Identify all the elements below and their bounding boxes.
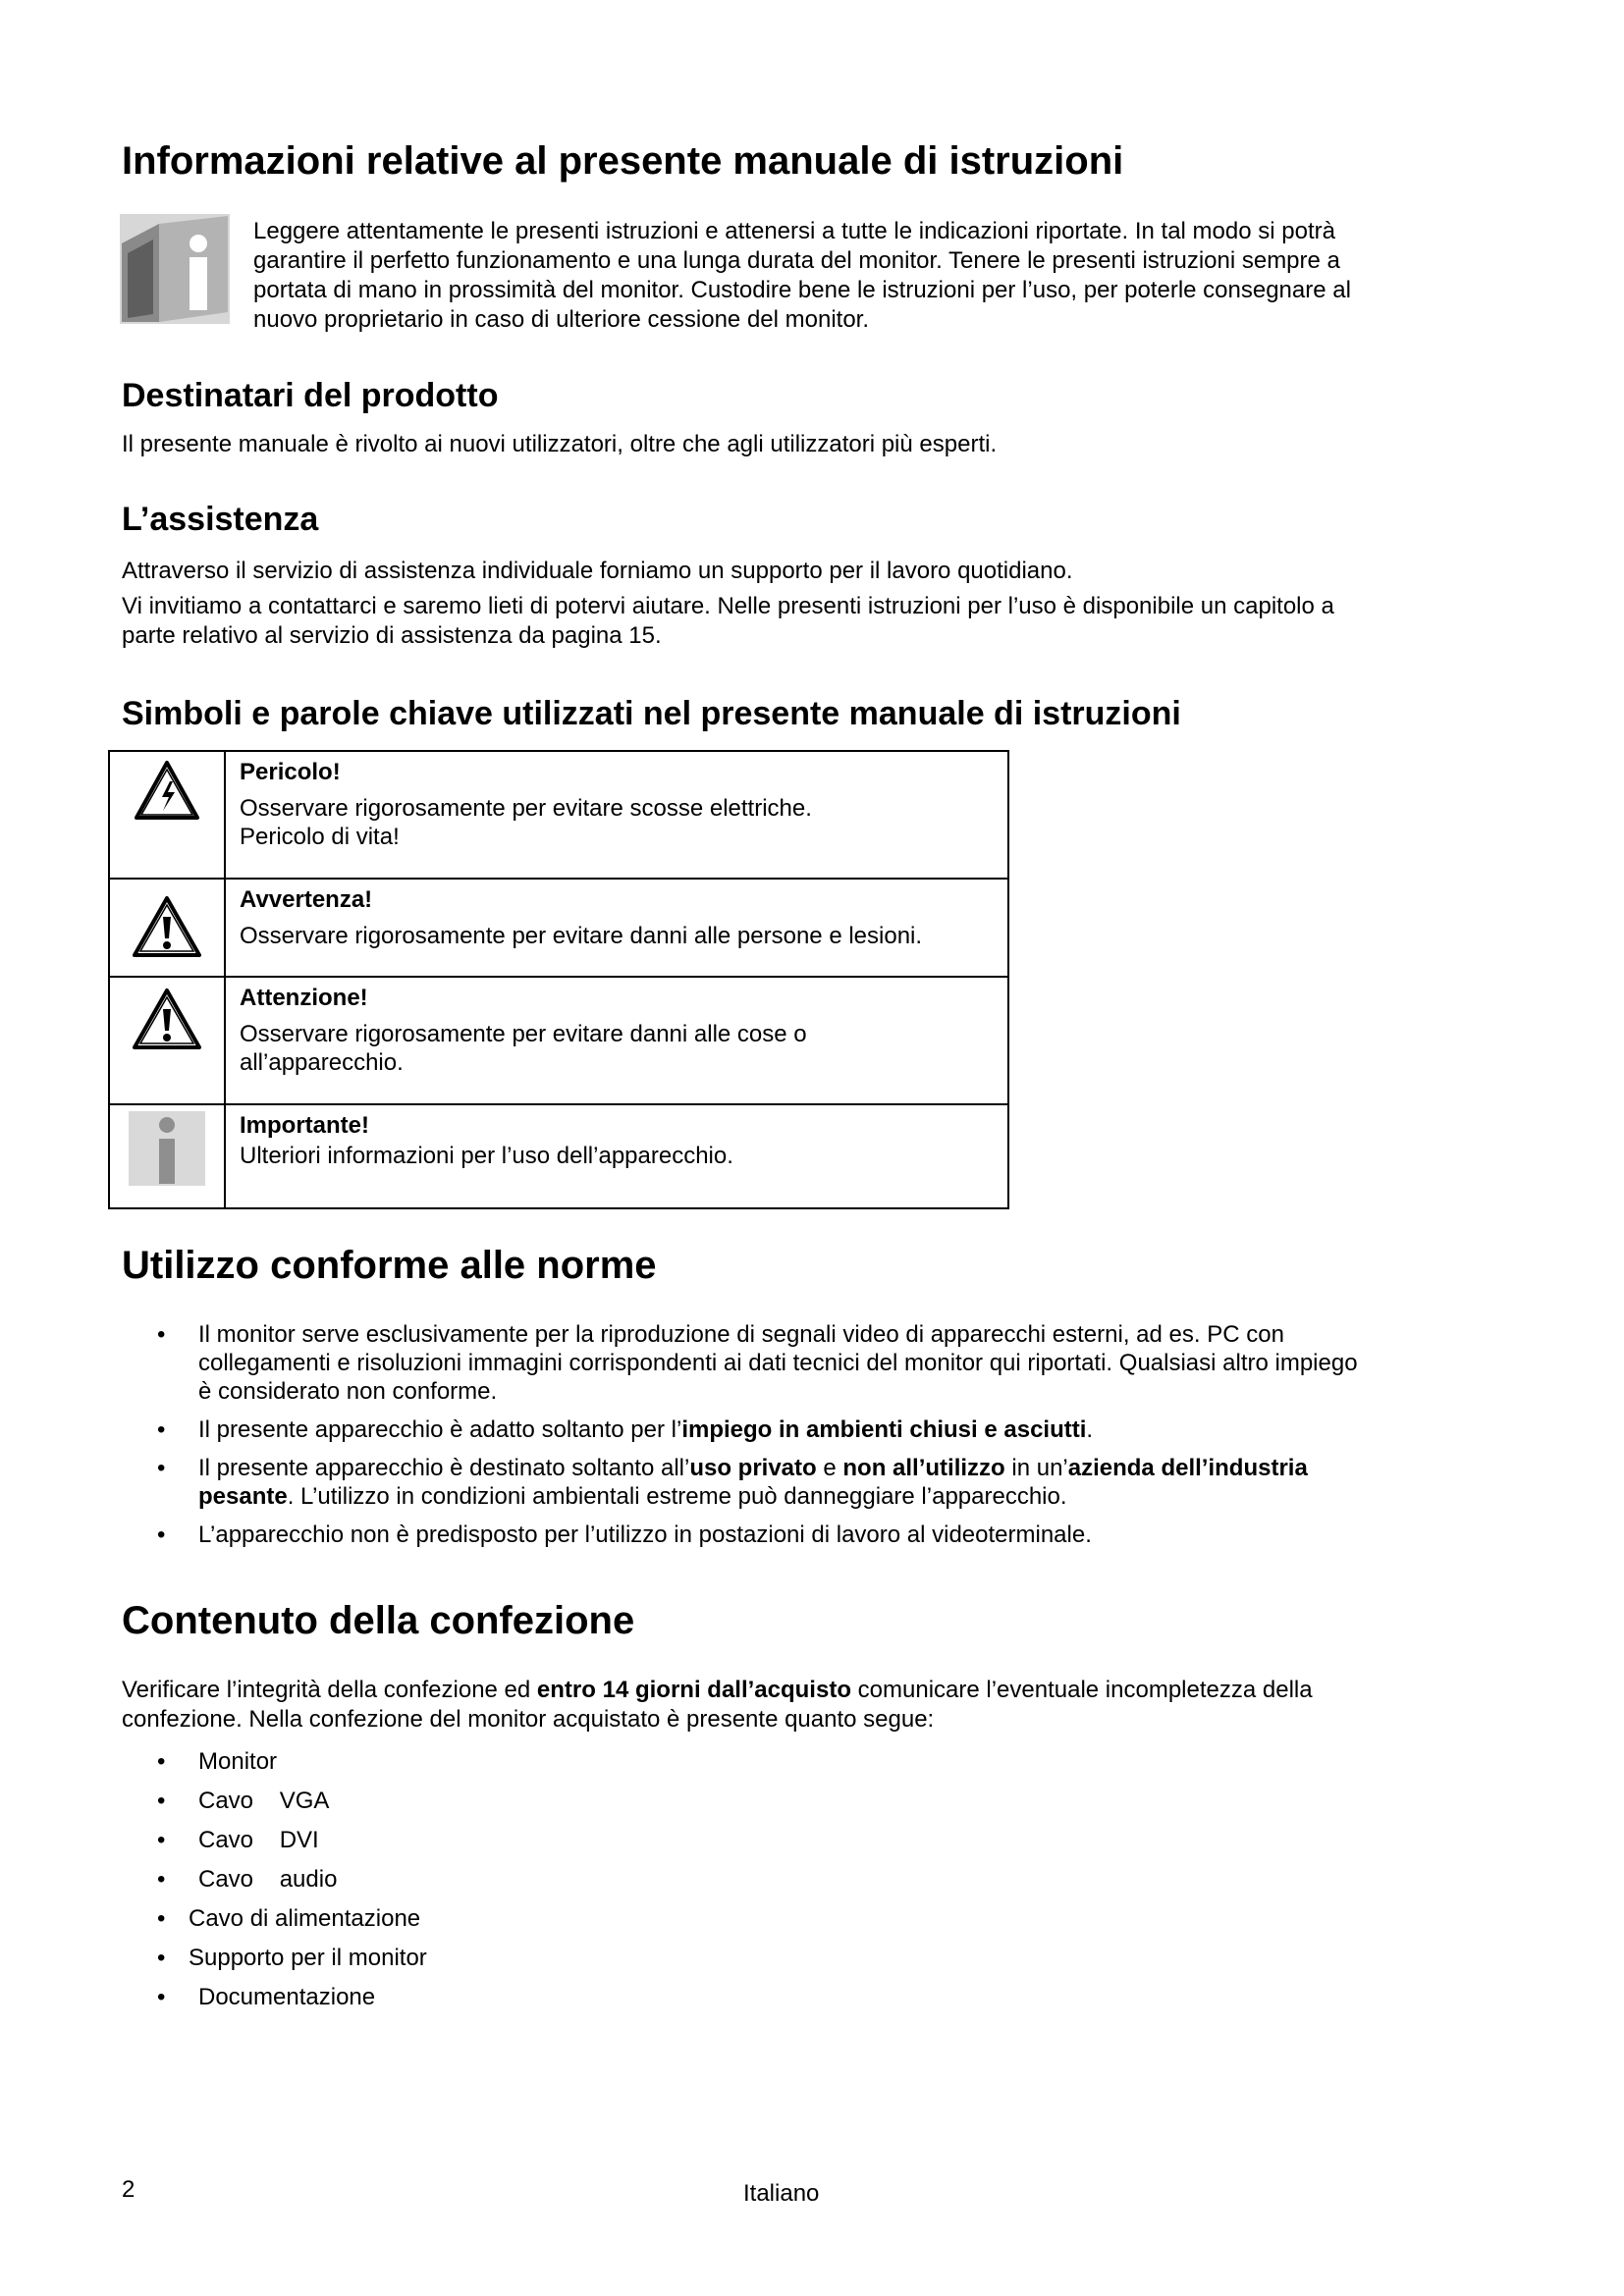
symbol-description: Ulteriori informazioni per l’uso dell’apparecchio. bbox=[240, 1143, 733, 1169]
package-emphasis: entro 14 giorni dall’acquisto bbox=[536, 1677, 851, 1703]
list-item bbox=[157, 1944, 943, 1983]
package-text: comunicare l’eventuale incompletezza della bbox=[850, 1677, 1313, 1703]
list-item bbox=[157, 1787, 943, 1826]
symbol-title: Importante! bbox=[240, 1112, 369, 1139]
list-item bbox=[157, 1320, 1532, 1406]
list-item-emphasis: azienda dell’industria bbox=[1067, 1455, 1308, 1481]
manual-info-line: Leggere attentamente le presenti istruzioni e attenersi a tutte le indicazioni riportate. In tal modo si potrà bbox=[253, 218, 1335, 244]
package-paragraph bbox=[122, 1676, 1516, 1735]
symbol-description: Osservare rigorosamente per evitare danni alle cose o bbox=[240, 1021, 807, 1047]
bullet-icon: • bbox=[157, 1827, 166, 1853]
info-book-icon bbox=[120, 214, 230, 324]
symbol-row-danger bbox=[109, 751, 1008, 879]
package-list bbox=[157, 1747, 943, 2022]
bullet-icon: • bbox=[157, 1788, 166, 1814]
symbol-title: Pericolo! bbox=[240, 759, 341, 785]
assistance-line: Vi invitiamo a contattarci e saremo lieti di potervi aiutare. Nelle presenti istruzioni per l’uso è disponibile un capitolo a bbox=[122, 593, 1334, 619]
symbol-description: Pericolo di vita! bbox=[240, 824, 400, 850]
package-text: Verificare l’integrità della confezione ed bbox=[122, 1677, 537, 1703]
list-item-line: è considerato non conforme. bbox=[198, 1378, 498, 1405]
electric-hazard-icon bbox=[134, 760, 200, 821]
list-item-text: in un’ bbox=[1004, 1455, 1068, 1481]
audience-text: Il presente manuale è rivolto ai nuovi utilizzatori, oltre che agli utilizzatori più esperti. bbox=[122, 431, 998, 457]
info-icon bbox=[129, 1111, 205, 1186]
list-item-text: Monitor bbox=[198, 1748, 278, 1775]
list-item bbox=[157, 1454, 1532, 1511]
list-item bbox=[157, 1521, 1532, 1549]
bullet-icon: • bbox=[157, 1748, 166, 1775]
symbol-description: Osservare rigorosamente per evitare scosse elettriche. bbox=[240, 795, 812, 822]
list-item-text: . L’utilizzo in condizioni ambientali estreme può danneggiare l’apparecchio. bbox=[287, 1483, 1067, 1510]
section-title-symbols: Simboli e parole chiave utilizzati nel presente manuale di istruzioni bbox=[122, 695, 1181, 732]
section-title-package: Contenuto della confezione bbox=[122, 1599, 635, 1642]
symbol-text-cell bbox=[225, 977, 1008, 1104]
symbol-description: Osservare rigorosamente per evitare danni alle persone e lesioni. bbox=[240, 923, 923, 949]
footer-language: Italiano bbox=[743, 2180, 820, 2207]
bullet-icon: • bbox=[157, 1905, 166, 1932]
symbol-cell bbox=[109, 1104, 225, 1208]
list-item-text: Cavo DVI bbox=[198, 1827, 319, 1853]
bullet-icon: • bbox=[157, 1945, 166, 1971]
symbol-cell bbox=[109, 879, 225, 977]
list-item-line: Il monitor serve esclusivamente per la riproduzione di segnali video di apparecchi esterni, ad es. PC con bbox=[198, 1321, 1284, 1348]
list-item-emphasis: pesante bbox=[198, 1483, 288, 1510]
list-item-text: Il presente apparecchio è adatto soltanto per l’ bbox=[198, 1416, 682, 1443]
symbol-description: all’apparecchio. bbox=[240, 1049, 404, 1076]
package-line: confezione. Nella confezione del monitor acquistato è presente quanto segue: bbox=[122, 1706, 935, 1733]
list-item-line: collegamenti e risoluzioni immagini corrispondenti ai dati tecnici del monitor qui riportati. Qualsiasi altro impiego bbox=[198, 1350, 1358, 1376]
list-item bbox=[157, 1865, 943, 1904]
bullet-icon: • bbox=[157, 1455, 166, 1481]
list-item-emphasis: uso privato bbox=[689, 1455, 817, 1481]
symbol-row-caution bbox=[109, 977, 1008, 1104]
list-item-text: Cavo audio bbox=[198, 1866, 338, 1893]
symbol-text-cell bbox=[225, 879, 1008, 977]
symbol-text-cell bbox=[225, 751, 1008, 879]
list-item-text: L’apparecchio non è predisposto per l’utilizzo in postazioni di lavoro al videoterminale. bbox=[198, 1522, 1092, 1548]
list-item bbox=[157, 1826, 943, 1865]
assistance-text: Attraverso il servizio di assistenza individuale forniamo un supporto per il lavoro quotidiano. bbox=[122, 558, 1073, 584]
caution-triangle-icon bbox=[132, 988, 202, 1050]
bullet-icon: • bbox=[157, 1984, 166, 2010]
section-title-audience: Destinatari del prodotto bbox=[122, 377, 499, 414]
bullet-icon: • bbox=[157, 1866, 166, 1893]
symbol-title: Avvertenza! bbox=[240, 886, 373, 913]
list-item bbox=[157, 1983, 943, 2022]
list-item-text: e bbox=[816, 1455, 843, 1481]
intended-use-list bbox=[157, 1320, 1532, 1549]
warning-triangle-icon bbox=[132, 895, 202, 958]
symbol-row-important bbox=[109, 1104, 1008, 1208]
symbol-row-warning bbox=[109, 879, 1008, 977]
package-line bbox=[122, 1676, 1516, 1705]
list-item-text: . bbox=[1086, 1416, 1094, 1443]
list-item-text: Il presente apparecchio è destinato soltanto all’ bbox=[198, 1455, 690, 1481]
bullet-icon: • bbox=[157, 1522, 166, 1548]
section-title-assistance: L’assistenza bbox=[122, 501, 319, 538]
section-title-intended-use: Utilizzo conforme alle norme bbox=[122, 1244, 657, 1287]
list-item-emphasis: impiego in ambienti chiusi e asciutti bbox=[681, 1416, 1087, 1443]
list-item-text: Supporto per il monitor bbox=[189, 1945, 427, 1971]
bullet-icon: • bbox=[157, 1321, 166, 1348]
symbol-cell bbox=[109, 751, 225, 879]
manual-info-line: portata di mano in prossimità del monitor. Custodire bene le istruzioni per l’uso, per poterle consegnare al bbox=[253, 277, 1351, 303]
list-item bbox=[157, 1747, 943, 1787]
section-title-manual-info: Informazioni relative al presente manuale di istruzioni bbox=[122, 139, 1124, 183]
list-item-text: Cavo di alimentazione bbox=[189, 1905, 421, 1932]
list-item bbox=[157, 1415, 1532, 1444]
page-number: 2 bbox=[122, 2176, 135, 2203]
symbol-cell bbox=[109, 977, 225, 1104]
manual-info-paragraph bbox=[253, 217, 1530, 335]
manual-info-line: nuovo proprietario in caso di ulteriore cessione del monitor. bbox=[253, 306, 870, 333]
manual-info-line: garantire il perfetto funzionamento e una lunga durata del monitor. Tenere le presenti istruzioni sempre a bbox=[253, 247, 1340, 274]
symbol-text-cell bbox=[225, 1104, 1008, 1208]
assistance-line: parte relativo al servizio di assistenza da pagina 15. bbox=[122, 622, 662, 649]
list-item bbox=[157, 1904, 943, 1944]
bullet-icon: • bbox=[157, 1416, 166, 1443]
list-item-emphasis: non all’utilizzo bbox=[842, 1455, 1005, 1481]
symbols-table bbox=[108, 750, 1009, 1209]
assistance-paragraph bbox=[122, 592, 1516, 651]
list-item-text: Cavo VGA bbox=[198, 1788, 330, 1814]
list-item-text: Documentazione bbox=[198, 1984, 376, 2010]
symbol-title: Attenzione! bbox=[240, 985, 368, 1011]
